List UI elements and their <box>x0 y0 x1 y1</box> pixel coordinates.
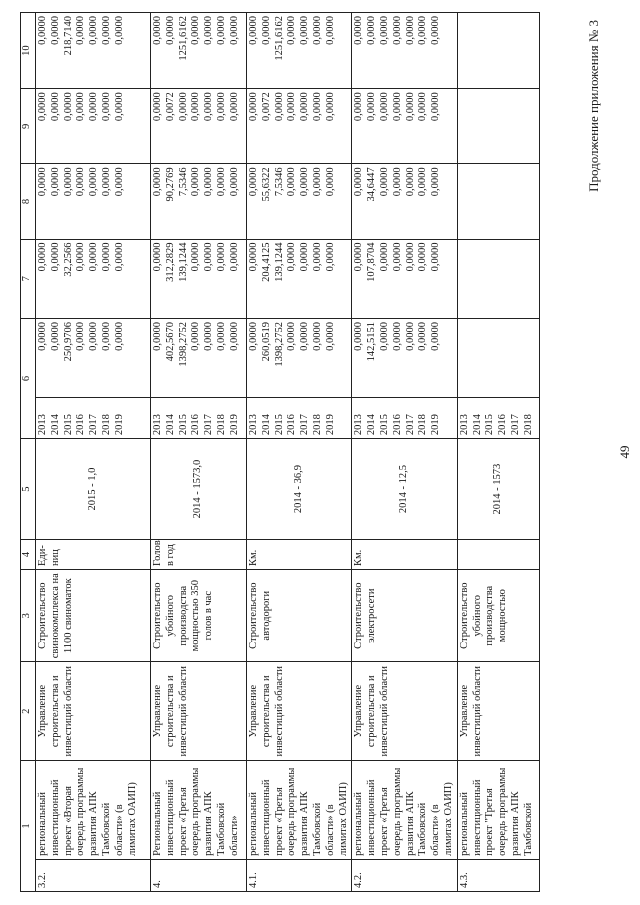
work-description: Строительство свинокомплекса на 1100 свиноматок <box>36 570 151 662</box>
page-number: 49 <box>617 445 632 459</box>
rotated-page <box>20 12 632 892</box>
col7-values: 0,0000 107,8704 0,0000 0,0000 0,0000 0,0000 0,0000 <box>352 239 457 318</box>
measure-unit <box>457 540 539 570</box>
col-header-2: 2 <box>21 662 36 761</box>
responsible-org: Управление строительства и инвестиций области <box>247 662 352 761</box>
row-number: 4. <box>151 859 247 891</box>
period-capacity: 2014 - 1573 <box>457 439 539 540</box>
years-list: 2013 2014 2015 2016 2017 2018 2019 <box>247 398 352 439</box>
row-number: 3.2. <box>36 859 151 891</box>
col9-values: 0,0000 0,0072 0,0000 0,0000 0,0000 0,0000 0,0000 <box>247 89 352 164</box>
col9-values <box>457 89 539 164</box>
col-header-4: 4 <box>21 540 36 570</box>
col6-values: 0,0000 402,5670 1398,2752 0,0000 0,0000 0,0000 0,0000 <box>151 318 247 397</box>
measure-unit: Км. <box>247 540 352 570</box>
col-header-7: 7 <box>21 239 36 318</box>
table-row <box>457 13 539 892</box>
col10-values: 0,0000 0,0000 218,7140 0,0000 0,0000 0,0000 0,0000 <box>36 13 151 89</box>
work-description: Строительство убойного производства мощностью <box>457 570 539 662</box>
col6-values: 0,0000 0,0000 250,9706 0,0000 0,0000 0,0000 0,0000 <box>36 318 151 397</box>
col10-values <box>457 13 539 89</box>
measure-unit: Голов в год <box>151 540 247 570</box>
col7-values <box>457 239 539 318</box>
col-header-1: 1 <box>21 761 36 892</box>
table-row <box>352 13 457 892</box>
project-name: региональный инвестиционный проект «Вторая очередь программы развития АПК Тамбовской области» (в лимитах ОАИП) <box>36 761 151 860</box>
col9-values: 0,0000 0,0072 0,0000 0,0000 0,0000 0,0000 0,0000 <box>151 89 247 164</box>
project-name: региональный инвестиционный проект «Третья очередь программы развития АПК Тамбовской области» (в лимитах ОАИП) <box>247 761 352 860</box>
row-number: 4.2. <box>352 859 457 891</box>
measure-unit: Еди-ниц <box>36 540 151 570</box>
col-header-3: 3 <box>21 570 36 662</box>
col8-values: 0,0000 90,2769 7,5346 0,0000 0,0000 0,0000 0,0000 <box>151 164 247 239</box>
col-header-8: 8 <box>21 164 36 239</box>
col8-values <box>457 164 539 239</box>
responsible-org: Управление строительства и инвестиций области <box>151 662 247 761</box>
col-header-9: 9 <box>21 89 36 164</box>
col7-values: 0,0000 204,4125 139,1244 0,0000 0,0000 0,0000 0,0000 <box>247 239 352 318</box>
row-number: 4.3. <box>457 859 539 891</box>
years-list: 2013 2014 2015 2016 2017 2018 2019 <box>36 398 151 439</box>
project-name: региональный инвестиционный проект "Третья очередь программы развития АПК Тамбовской <box>457 761 539 860</box>
period-capacity: 2014 - 12,5 <box>352 439 457 540</box>
col7-values: 0,0000 0,0000 32,2566 0,0000 0,0000 0,0000 0,0000 <box>36 239 151 318</box>
row-number: 4.1. <box>247 859 352 891</box>
col9-values: 0,0000 0,0000 0,0000 0,0000 0,0000 0,0000 0,0000 <box>352 89 457 164</box>
years-list: 2013 2014 2015 2016 2017 2018 2019 <box>151 398 247 439</box>
years-list: 2013 2014 2015 2016 2017 2018 2019 <box>352 398 457 439</box>
measure-unit: Км. <box>352 540 457 570</box>
table-row <box>151 13 247 892</box>
col8-values: 0,0000 34,6447 0,0000 0,0000 0,0000 0,0000 0,0000 <box>352 164 457 239</box>
col8-values: 0,0000 55,6322 7,5346 0,0000 0,0000 0,0000 0,0000 <box>247 164 352 239</box>
col-header-6: 6 <box>21 318 36 438</box>
col10-values: 0,0000 0,0000 1251,6162 0,0000 0,0000 0,0000 0,0000 <box>247 13 352 89</box>
period-capacity: 2014 - 36,9 <box>247 439 352 540</box>
col6-values: 0,0000 142,5151 0,0000 0,0000 0,0000 0,0000 0,0000 <box>352 318 457 397</box>
project-name: региональный инвестиционный проект «Третья очередь программы развития АПК Тамбовской области» (в лимитах ОАИП) <box>352 761 457 860</box>
responsible-org: Управление строительства и инвестиций области <box>352 662 457 761</box>
work-description: Строительство автодороги <box>247 570 352 662</box>
responsible-org: Управление строительства и инвестиций области <box>36 662 151 761</box>
col10-values: 0,0000 0,0000 0,0000 0,0000 0,0000 0,0000 0,0000 <box>352 13 457 89</box>
period-capacity: 2015 - 1,0 <box>36 439 151 540</box>
table-row <box>247 13 352 892</box>
col-header-10: 10 <box>21 13 36 89</box>
responsible-org: Управление инвестиций области <box>457 662 539 761</box>
period-capacity: 2014 - 1573,0 <box>151 439 247 540</box>
col6-values: 0,0000 260,0519 1398,2752 0,0000 0,0000 0,0000 0,0000 <box>247 318 352 397</box>
col6-values <box>457 318 539 397</box>
col-header-5: 5 <box>21 439 36 540</box>
continuation-label: Продолжение приложения № 3 <box>586 20 601 192</box>
col8-values: 0,0000 0,0000 0,0000 0,0000 0,0000 0,0000 0,0000 <box>36 164 151 239</box>
work-description: Строительство электросети <box>352 570 457 662</box>
work-description: Строительство убойного производства мощностью 350 голов в час <box>151 570 247 662</box>
col7-values: 0,0000 312,2829 139,1244 0,0000 0,0000 0,0000 0,0000 <box>151 239 247 318</box>
col9-values: 0,0000 0,0000 0,0000 0,0000 0,0000 0,0000 0,0000 <box>36 89 151 164</box>
project-name: Региональный инвестиционный проект «Третья очередь программы развития АПК Тамбовской области» <box>151 761 247 860</box>
years-list: 2013 2014 2015 2016 2017 2018 <box>457 398 539 439</box>
col10-values: 0,0000 0,0000 1251,6162 0,0000 0,0000 0,0000 0,0000 <box>151 13 247 89</box>
program-table <box>20 12 540 892</box>
table-row <box>36 13 151 892</box>
header-row <box>21 13 36 892</box>
